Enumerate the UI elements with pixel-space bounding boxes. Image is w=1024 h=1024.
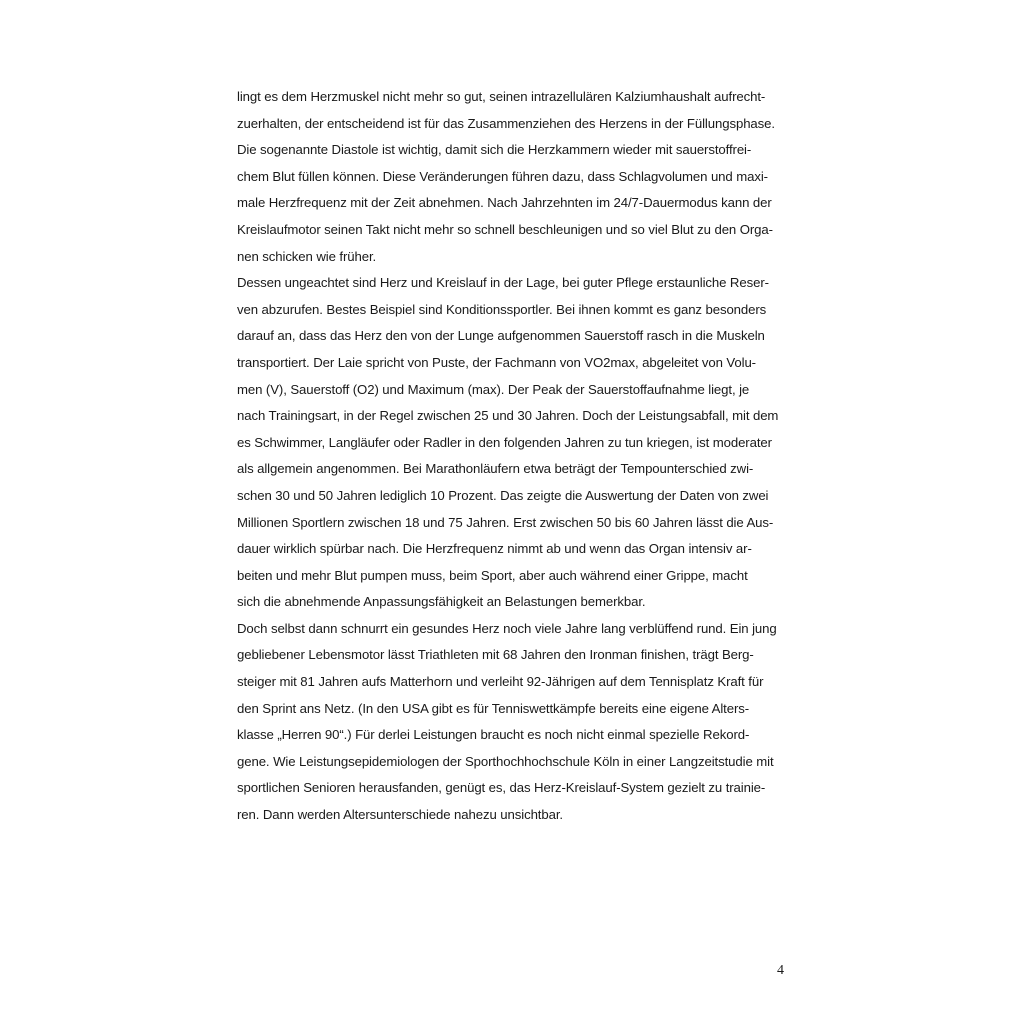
text-line: Doch selbst dann schnurrt ein gesundes Herz noch viele Jahre lang verblüffend rund. Ein jung: [237, 620, 777, 636]
text-line: gebliebener Lebensmotor lässt Triathleten mit 68 Jahren den Ironman finishen, trägt Berg-: [237, 647, 754, 663]
text-line: darauf an, dass das Herz den von der Lunge aufgenommen Sauerstoff rasch in die Muskeln: [237, 328, 765, 344]
text-line: ren. Dann werden Altersunterschiede nahezu unsichtbar.: [237, 807, 563, 823]
text-line: sportlichen Senioren herausfanden, genügt es, das Herz-Kreislauf-System gezielt zu trainie-: [237, 780, 766, 796]
text-line: schen 30 und 50 Jahren lediglich 10 Prozent. Das zeigte die Auswertung der Daten von zwei: [237, 487, 769, 503]
body-text: [237, 84, 797, 829]
text-line: Kreislaufmotor seinen Takt nicht mehr so schnell beschleunigen und so viel Blut zu den Orga-: [237, 221, 773, 237]
text-line: men (V), Sauerstoff (O2) und Maximum (max). Der Peak der Sauerstoffaufnahme liegt, je: [237, 381, 750, 397]
text-line: nach Trainingsart, in der Regel zwischen 25 und 30 Jahren. Doch der Leistungsabfall, mit dem: [237, 408, 779, 424]
text-line: klasse „Herren 90“.) Für derlei Leistungen braucht es noch nicht einmal spezielle Rekord-: [237, 727, 750, 743]
text-line: es Schwimmer, Langläufer oder Radler in den folgenden Jahren zu tun kriegen, ist moderater: [237, 434, 772, 450]
text-line: beiten und mehr Blut pumpen muss, beim Sport, aber auch während einer Grippe, macht: [237, 567, 748, 583]
text-line: zuerhalten, der entscheidend ist für das Zusammenziehen des Herzens in der Füllungsphase.: [237, 115, 775, 131]
text-line: steiger mit 81 Jahren aufs Matterhorn und verleiht 92-Jährigen auf dem Tennisplatz Kraft für: [237, 674, 764, 690]
text-line: lingt es dem Herzmuskel nicht mehr so gut, seinen intrazellulären Kalziumhaushalt aufrecht-: [237, 89, 766, 104]
text-line: sich die abnehmende Anpassungsfähigkeit an Belastungen bemerkbar.: [237, 594, 646, 610]
text-line: als allgemein angenommen. Bei Marathonläufern etwa beträgt der Tempounterschied zwi-: [237, 461, 754, 477]
text-line: male Herzfrequenz mit der Zeit abnehmen. Nach Jahrzehnten im 24/7-Dauermodus kann der: [237, 195, 772, 211]
text-line: ven abzurufen. Bestes Beispiel sind Konditionssportler. Bei ihnen kommt es ganz besonders: [237, 301, 767, 317]
text-line: nen schicken wie früher.: [237, 248, 377, 264]
text-line: Millionen Sportlern zwischen 18 und 75 Jahren. Erst zwischen 50 bis 60 Jahren lässt die Aus-: [237, 514, 774, 530]
text-line: gene. Wie Leistungsepidemiologen der Sporthochhochschule Köln in einer Langzeitstudie mit: [237, 753, 774, 769]
text-line: den Sprint ans Netz. (In den USA gibt es für Tenniswettkämpfe bereits eine eigene Alters-: [237, 700, 750, 716]
text-line: transportiert. Der Laie spricht von Puste, der Fachmann von VO2max, abgeleitet von Volu-: [237, 354, 756, 370]
text-line: Dessen ungeachtet sind Herz und Kreislauf in der Lage, bei guter Pflege erstaunliche Reser-: [237, 275, 769, 291]
text-line: chem Blut füllen können. Diese Veränderungen führen dazu, dass Schlagvolumen und maxi-: [237, 168, 768, 184]
text-line: Die sogenannte Diastole ist wichtig, damit sich die Herzkammern wieder mit sauerstoffrei-: [237, 142, 752, 158]
text-line: dauer wirklich spürbar nach. Die Herzfrequenz nimmt ab und wenn das Organ intensiv ar-: [237, 541, 752, 557]
page-number: 4: [777, 963, 784, 978]
